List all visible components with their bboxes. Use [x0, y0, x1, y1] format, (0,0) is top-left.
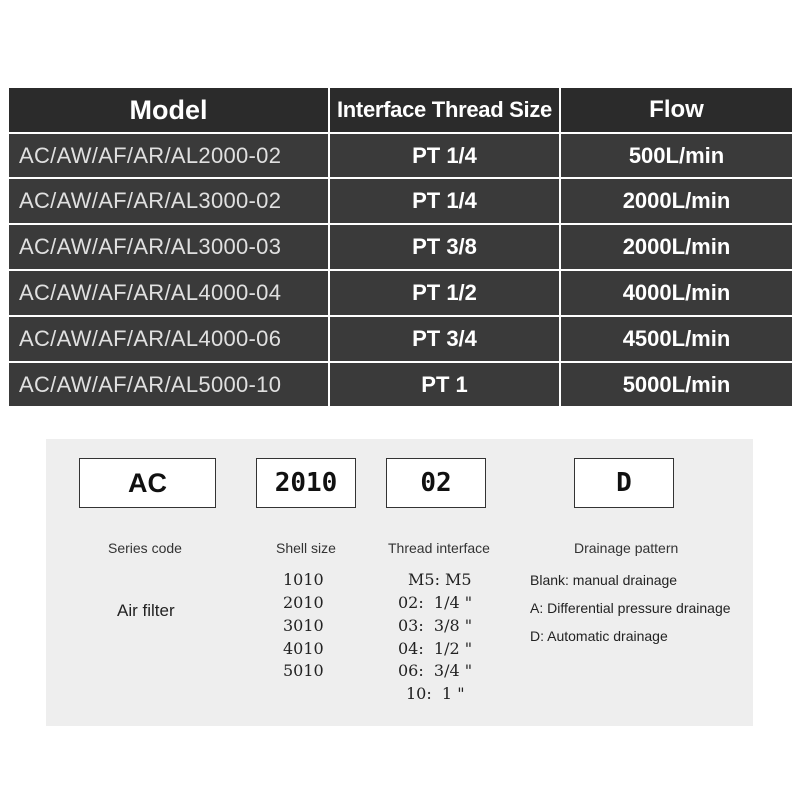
thread-interface-value: 10: 1 ": [406, 684, 465, 703]
table-row-thread: PT 3/4: [330, 317, 559, 361]
shell-size-value: 4010: [283, 639, 324, 658]
shell-size-label: Shell size: [276, 540, 336, 556]
table-row-thread: PT 1/4: [330, 179, 559, 223]
drainage-option: Blank: manual drainage: [530, 572, 678, 588]
table-row-flow: 2000L/min: [561, 179, 792, 223]
series-code-box: AC: [79, 458, 216, 508]
table-row-model: AC/AW/AF/AR/AL4000-04: [9, 271, 328, 315]
thread-interface-value: 04: 1/2 ": [398, 639, 473, 658]
table-row-model: AC/AW/AF/AR/AL3000-02: [9, 179, 328, 223]
table-row-model: AC/AW/AF/AR/AL3000-03: [9, 225, 328, 269]
drainage-option: D: Automatic drainage: [530, 628, 668, 644]
shell-size-value: 2010: [283, 593, 324, 612]
spec-table: [7, 86, 794, 408]
thread-interface-value: 03: 3/8 ": [398, 616, 473, 635]
thread-interface-label: Thread interface: [388, 540, 490, 556]
header-thread-size: Interface Thread Size: [330, 88, 559, 132]
series-value: Air filter: [117, 601, 175, 620]
drainage-pattern-label: Drainage pattern: [574, 540, 679, 556]
drainage-pattern-box: D: [574, 458, 674, 508]
table-row-flow: 5000L/min: [561, 363, 792, 406]
thread-interface-box: 02: [386, 458, 486, 508]
model-coding-diagram: [46, 439, 753, 726]
thread-interface-value: 02: 1/4 ": [398, 593, 473, 612]
table-row-flow: 4500L/min: [561, 317, 792, 361]
header-model: Model: [9, 88, 328, 132]
shell-size-value: 5010: [283, 661, 324, 680]
table-row-flow: 500L/min: [561, 134, 792, 177]
shell-size-value: 1010: [283, 570, 324, 589]
thread-interface-value: 06: 3/4 ": [398, 661, 473, 680]
header-flow: Flow: [561, 88, 792, 132]
table-row-thread: PT 1/4: [330, 134, 559, 177]
table-row-thread: PT 3/8: [330, 225, 559, 269]
table-row-flow: 2000L/min: [561, 225, 792, 269]
series-code-label: Series code: [108, 540, 182, 556]
table-row-thread: PT 1: [330, 363, 559, 406]
table-row-flow: 4000L/min: [561, 271, 792, 315]
thread-interface-value: M5: M5: [408, 570, 472, 589]
drainage-option: A: Differential pressure drainage: [530, 600, 731, 616]
shell-size-box: 2010: [256, 458, 356, 508]
shell-size-value: 3010: [283, 616, 324, 635]
table-row-thread: PT 1/2: [330, 271, 559, 315]
table-row-model: AC/AW/AF/AR/AL4000-06: [9, 317, 328, 361]
table-row-model: AC/AW/AF/AR/AL2000-02: [9, 134, 328, 177]
table-row-model: AC/AW/AF/AR/AL5000-10: [9, 363, 328, 406]
